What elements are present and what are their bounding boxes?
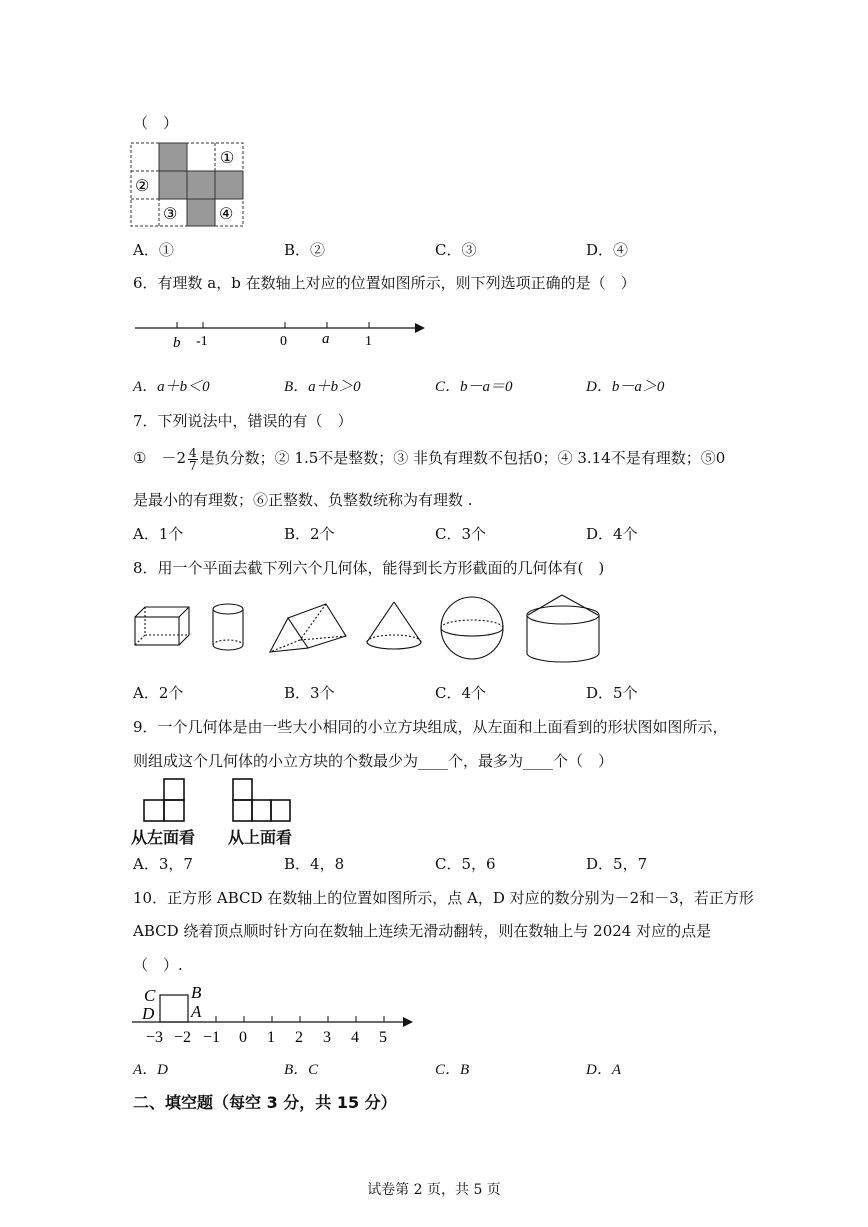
triangular-prism-shape — [270, 604, 346, 652]
q5-option-d[interactable]: D．④ — [586, 241, 629, 259]
tick-4: 4 — [351, 1029, 359, 1046]
q7-option-a[interactable]: A．1个 — [133, 525, 184, 543]
vertex-a: A — [191, 1002, 202, 1021]
fraction-numerator: 4 — [189, 445, 197, 460]
q8-option-d[interactable]: D．5个 — [586, 684, 638, 702]
top-view-drawing — [233, 779, 290, 821]
q6-option-a[interactable]: A．a＋b＜0 — [133, 379, 210, 395]
q9-option-d[interactable]: D．5，7 — [586, 855, 648, 873]
q8-option-c[interactable]: C．4个 — [435, 684, 487, 702]
vertex-b: B — [191, 983, 202, 1002]
q8-option-a[interactable]: A．2个 — [133, 684, 184, 702]
q7-line1-start: ① －2 — [133, 449, 186, 467]
q6-number-line — [133, 316, 433, 352]
page-footer: 试卷第 2 页，共 5 页 — [367, 1182, 501, 1198]
axis-label-a: a — [322, 331, 330, 347]
q6-option-b[interactable]: B．a＋b＞0 — [284, 379, 361, 395]
q9-option-a[interactable]: A．3，7 — [133, 855, 193, 873]
q7-option-b[interactable]: B．2个 — [284, 525, 335, 543]
q9-stem-line1: 9．一个几何体是由一些大小相同的小立方块组成，从左面和上面看到的形状图如图所示， — [133, 718, 728, 736]
axis-label-0: 0 — [280, 334, 287, 349]
q8-solids-figure — [130, 590, 610, 670]
q7-line1 — [133, 441, 725, 475]
fraction-denominator: 7 — [189, 458, 197, 473]
q8-stem: 8．用一个平面去截下列六个几何体，能得到长方形截面的几何体有( ) — [133, 559, 605, 577]
axis-label-1: 1 — [365, 334, 372, 349]
q7-option-c[interactable]: C．3个 — [435, 525, 487, 543]
q9-option-c[interactable]: C．5，6 — [435, 855, 496, 873]
circle-2: ② — [135, 178, 150, 195]
q7-line2: 是最小的有理数；⑥正整数、负整数统称为有理数 . — [133, 491, 473, 509]
tick-1: 1 — [267, 1029, 275, 1046]
q5-option-b[interactable]: B．② — [284, 241, 326, 259]
section-heading: 二、填空题（每空 3 分，共 15 分） — [133, 1093, 397, 1112]
q5-option-a[interactable]: A．① — [133, 241, 174, 259]
cylinder-shape — [213, 604, 243, 650]
q10-stem-line1: 10．正方形 ABCD 在数轴上的位置如图所示，点 A，D 对应的数分别为－2和－3，若正方形 — [133, 889, 754, 907]
q10-square-number-line — [130, 982, 420, 1048]
cuboid-shape — [135, 607, 189, 645]
q9-views-figure — [140, 776, 300, 826]
vertex-c: C — [144, 986, 156, 1005]
q7-option-d[interactable]: D．4个 — [586, 525, 638, 543]
tick-0: 0 — [239, 1029, 247, 1046]
sphere-shape — [441, 597, 503, 659]
tick-neg3: −3 — [146, 1029, 164, 1046]
fraction-4-7 — [188, 447, 198, 472]
circle-3: ③ — [163, 206, 178, 223]
q9-option-b[interactable]: B．4，8 — [284, 855, 345, 873]
circle-1: ① — [220, 150, 235, 167]
tick-5: 5 — [379, 1029, 387, 1046]
cube-net-figure — [130, 142, 246, 228]
q10-option-d[interactable]: D．A — [586, 1062, 621, 1078]
axis-label-b: b — [173, 335, 181, 351]
q10-stem-line3: （ ）. — [133, 956, 183, 974]
q7-line1-end: 是负分数；② 1.5不是整数；③ 非负有理数不包括0；④ 3.14不是有理数；⑤0 — [199, 449, 726, 467]
q6-option-d[interactable]: D．b－a＞0 — [586, 379, 665, 395]
tick-2: 2 — [295, 1029, 303, 1046]
left-view-drawing — [144, 779, 184, 821]
q10-option-b[interactable]: B．C — [284, 1062, 319, 1078]
cone-shape — [367, 602, 421, 649]
tick-3: 3 — [323, 1029, 331, 1046]
q6-option-c[interactable]: C．b－a＝0 — [435, 379, 513, 395]
top-view-label: 从上面看 — [228, 828, 293, 847]
q10-option-a[interactable]: A．D — [133, 1062, 168, 1078]
q8-option-b[interactable]: B．3个 — [284, 684, 335, 702]
tick-neg1: −1 — [203, 1029, 221, 1046]
q7-stem: 7．下列说法中，错误的有（ ） — [133, 412, 353, 430]
answer-paren: （ ） — [133, 114, 179, 132]
q5-option-c[interactable]: C．③ — [435, 241, 477, 259]
circle-4: ④ — [219, 206, 234, 223]
q6-stem: 6．有理数 a，b 在数轴上对应的位置如图所示，则下列选项正确的是（ ） — [133, 274, 636, 292]
vertex-d: D — [142, 1004, 155, 1023]
q9-stem-line2: 则组成这个几何体的小立方块的个数最少为____个，最多为____个（ ） — [133, 752, 614, 770]
q10-option-c[interactable]: C．B — [435, 1062, 470, 1078]
tick-neg2: −2 — [174, 1029, 192, 1046]
square-abcd — [160, 995, 188, 1022]
cone-cylinder-shape — [527, 595, 599, 662]
axis-label-neg1: -1 — [196, 334, 208, 349]
q10-stem-line2: ABCD 绕着顶点顺时针方向在数轴上连续无滑动翻转，则在数轴上与 2024 对应的点是 — [133, 922, 712, 940]
left-view-label: 从左面看 — [131, 828, 196, 847]
